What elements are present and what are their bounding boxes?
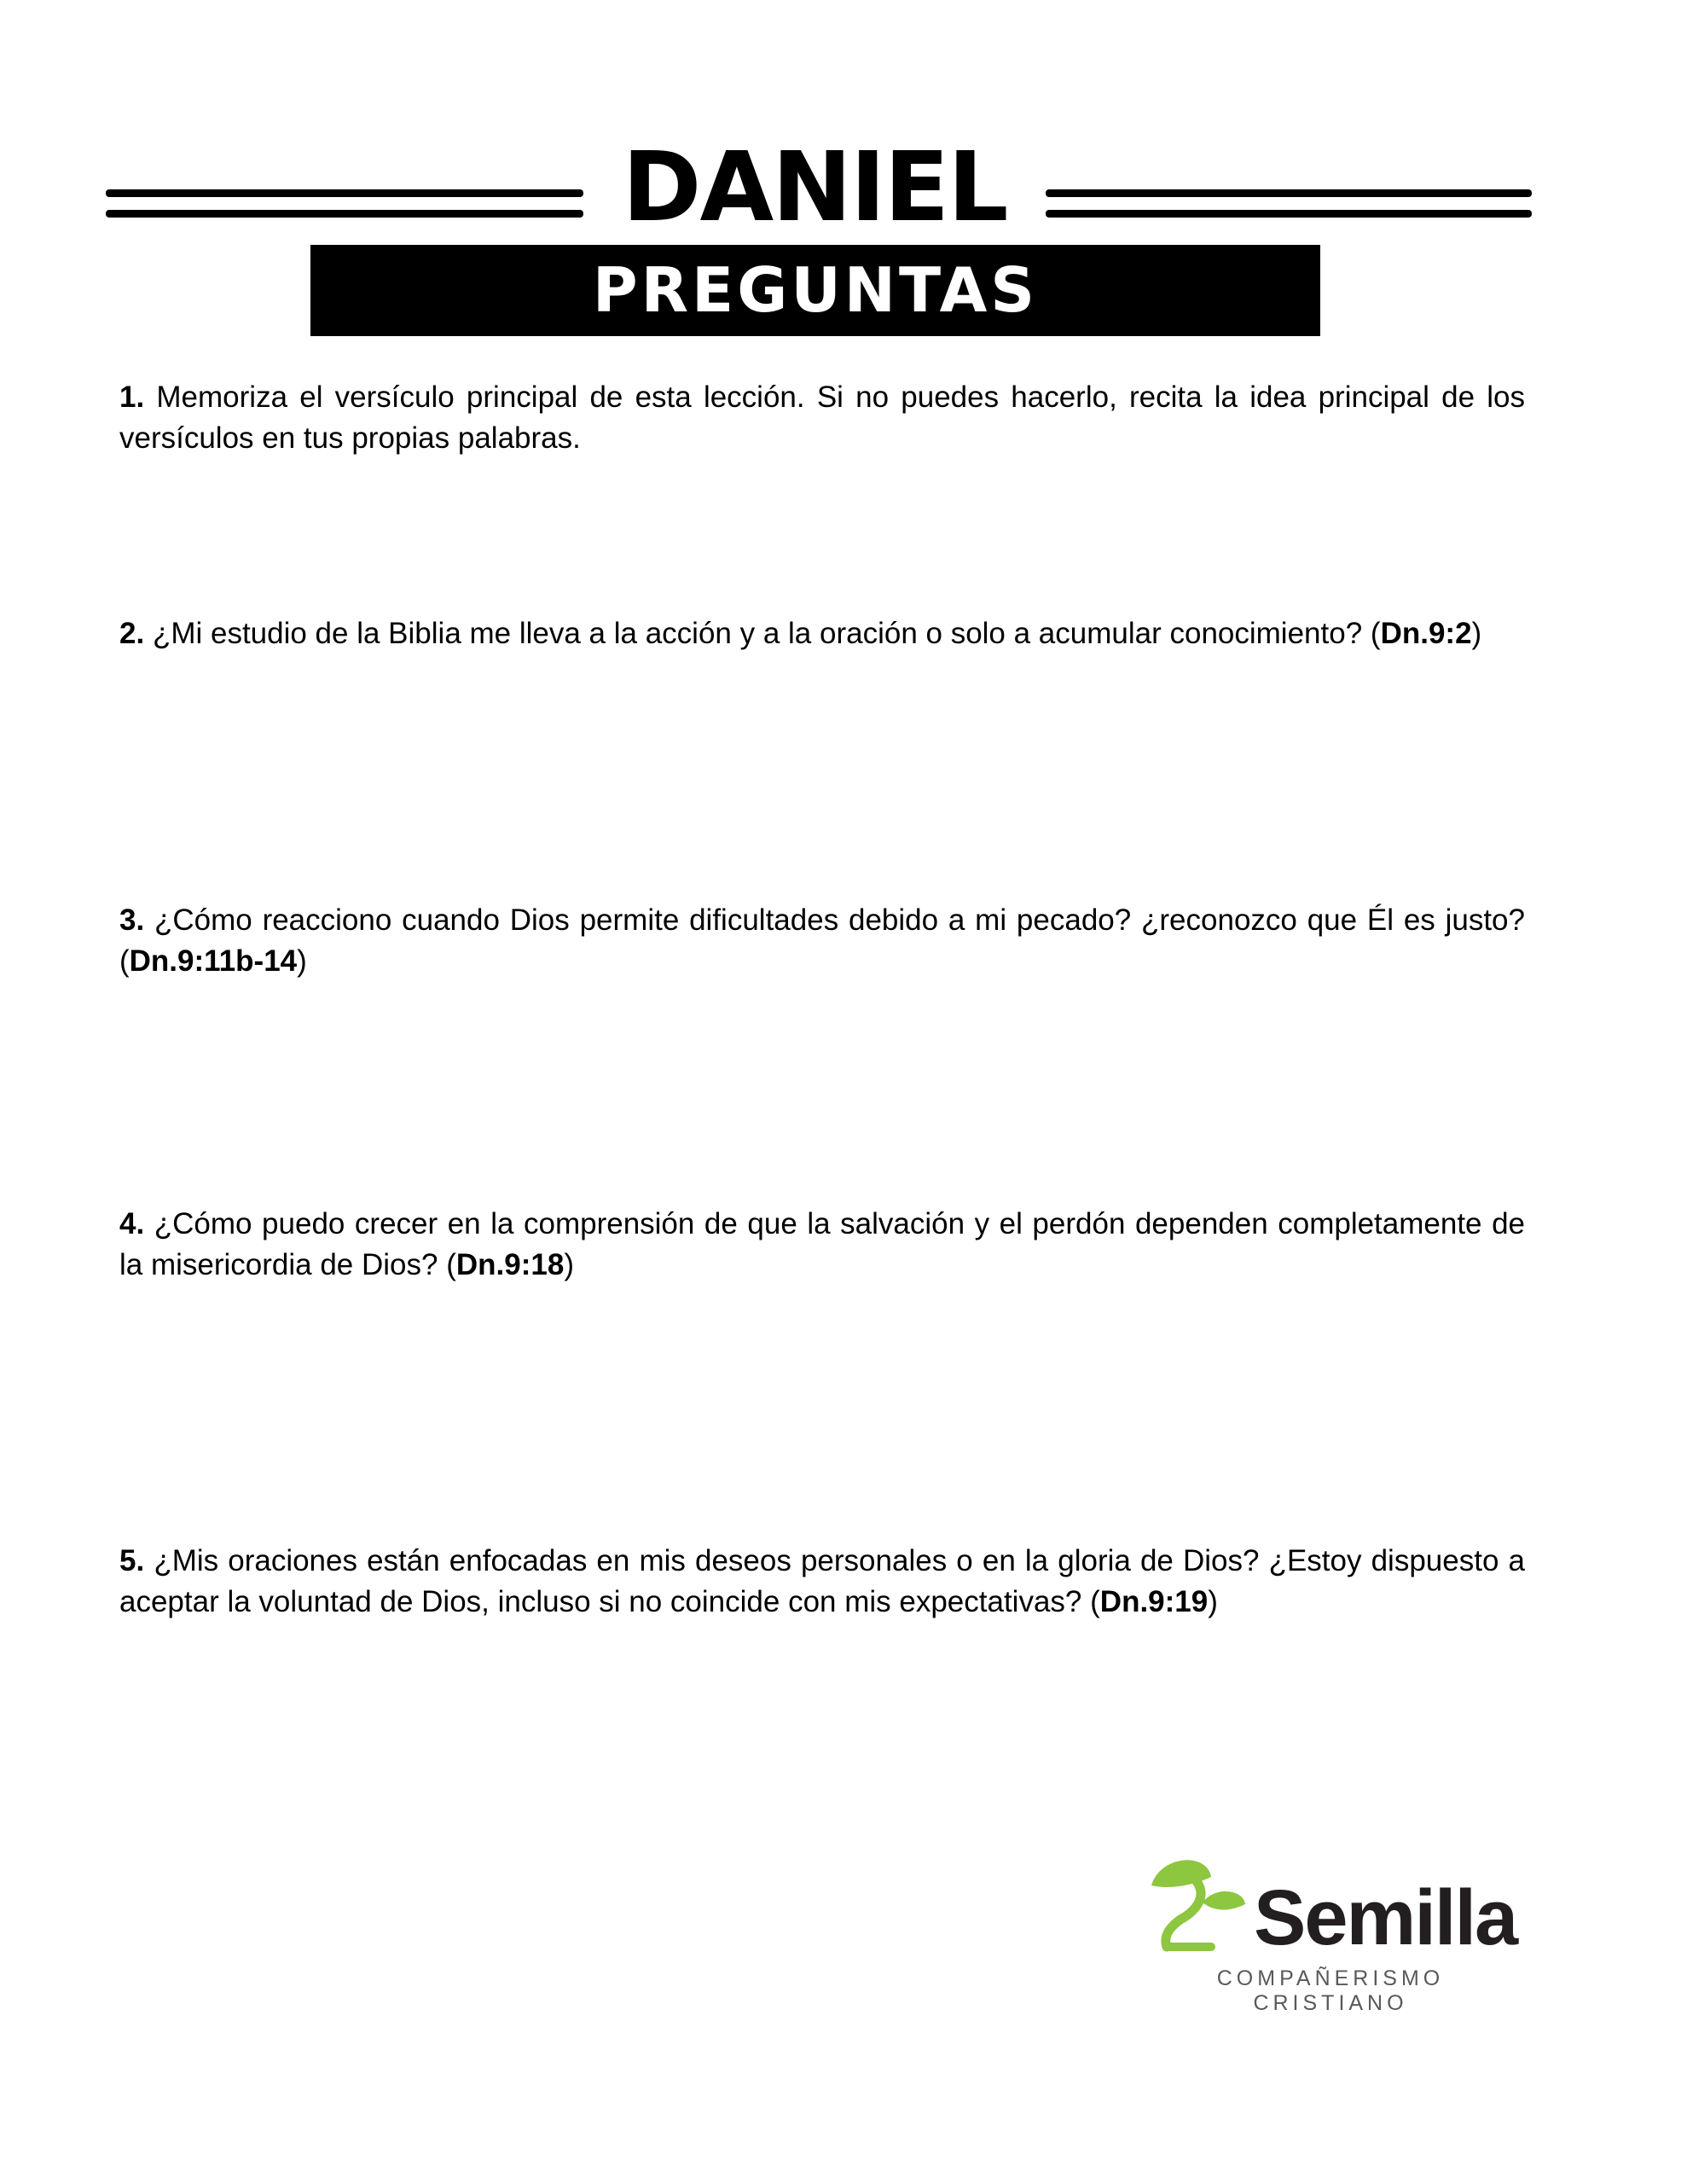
question-number: 4. [119, 1207, 145, 1240]
bible-reference: Dn.9:11b-14 [129, 944, 298, 978]
header-rule-left [106, 189, 583, 220]
reference-open: ( [438, 1248, 456, 1281]
header-rule-right [1046, 189, 1532, 220]
semilla-logo [1143, 1851, 1518, 2015]
reference-close: ) [564, 1248, 574, 1281]
reference-close: ) [297, 944, 307, 978]
reference-open: ( [1362, 617, 1381, 650]
question-3 [119, 900, 1525, 982]
question-number: 5. [119, 1544, 145, 1577]
question-text: ¿Cómo puedo crecer en la comprensión de que la salvación y el perdón dependen completamente de la misericordia de Dios? [119, 1207, 1525, 1281]
question-text: Memoriza el versículo principal de esta lección. Si no puedes hacerlo, recita la idea principal de los versículos en tus propias palabras. [119, 380, 1525, 455]
question-2 [119, 613, 1525, 654]
logo-wordmark: Semilla [1254, 1874, 1517, 1961]
reference-open: ( [1081, 1585, 1100, 1618]
question-text: ¿Cómo reacciono cuando Dios permite dificultades debido a mi pecado? ¿reconozco que Él es justo? [154, 903, 1525, 937]
question-text: ¿Mis oraciones están enfocadas en mis deseos personales o en la gloria de Dios? ¿Estoy dispuesto a aceptar la voluntad de Dios, incluso si no coincide con mis expectativas? [119, 1544, 1525, 1618]
logo-tagline: COMPAÑERISMO CRISTIANO [1216, 1966, 1445, 2015]
sprout-icon [1143, 1851, 1254, 1962]
question-number: 1. [119, 380, 145, 414]
section-subtitle: PREGUNTAS [310, 245, 1320, 336]
question-1 [119, 377, 1525, 459]
bible-reference: Dn.9:19 [1099, 1585, 1209, 1618]
reference-close: ) [1208, 1585, 1218, 1618]
reference-close: ) [1471, 617, 1482, 650]
reference-open: ( [119, 944, 130, 978]
bible-reference: Dn.9:2 [1380, 617, 1472, 650]
page-title: DANIEL [622, 132, 1007, 243]
question-text: ¿Mi estudio de la Biblia me lleva a la acción y a la oración o solo a acumular conocimiento? [152, 617, 1363, 650]
question-4 [119, 1204, 1525, 1286]
question-number: 3. [119, 903, 145, 937]
bible-reference: Dn.9:18 [455, 1248, 565, 1281]
question-5 [119, 1541, 1525, 1623]
question-number: 2. [119, 617, 145, 650]
